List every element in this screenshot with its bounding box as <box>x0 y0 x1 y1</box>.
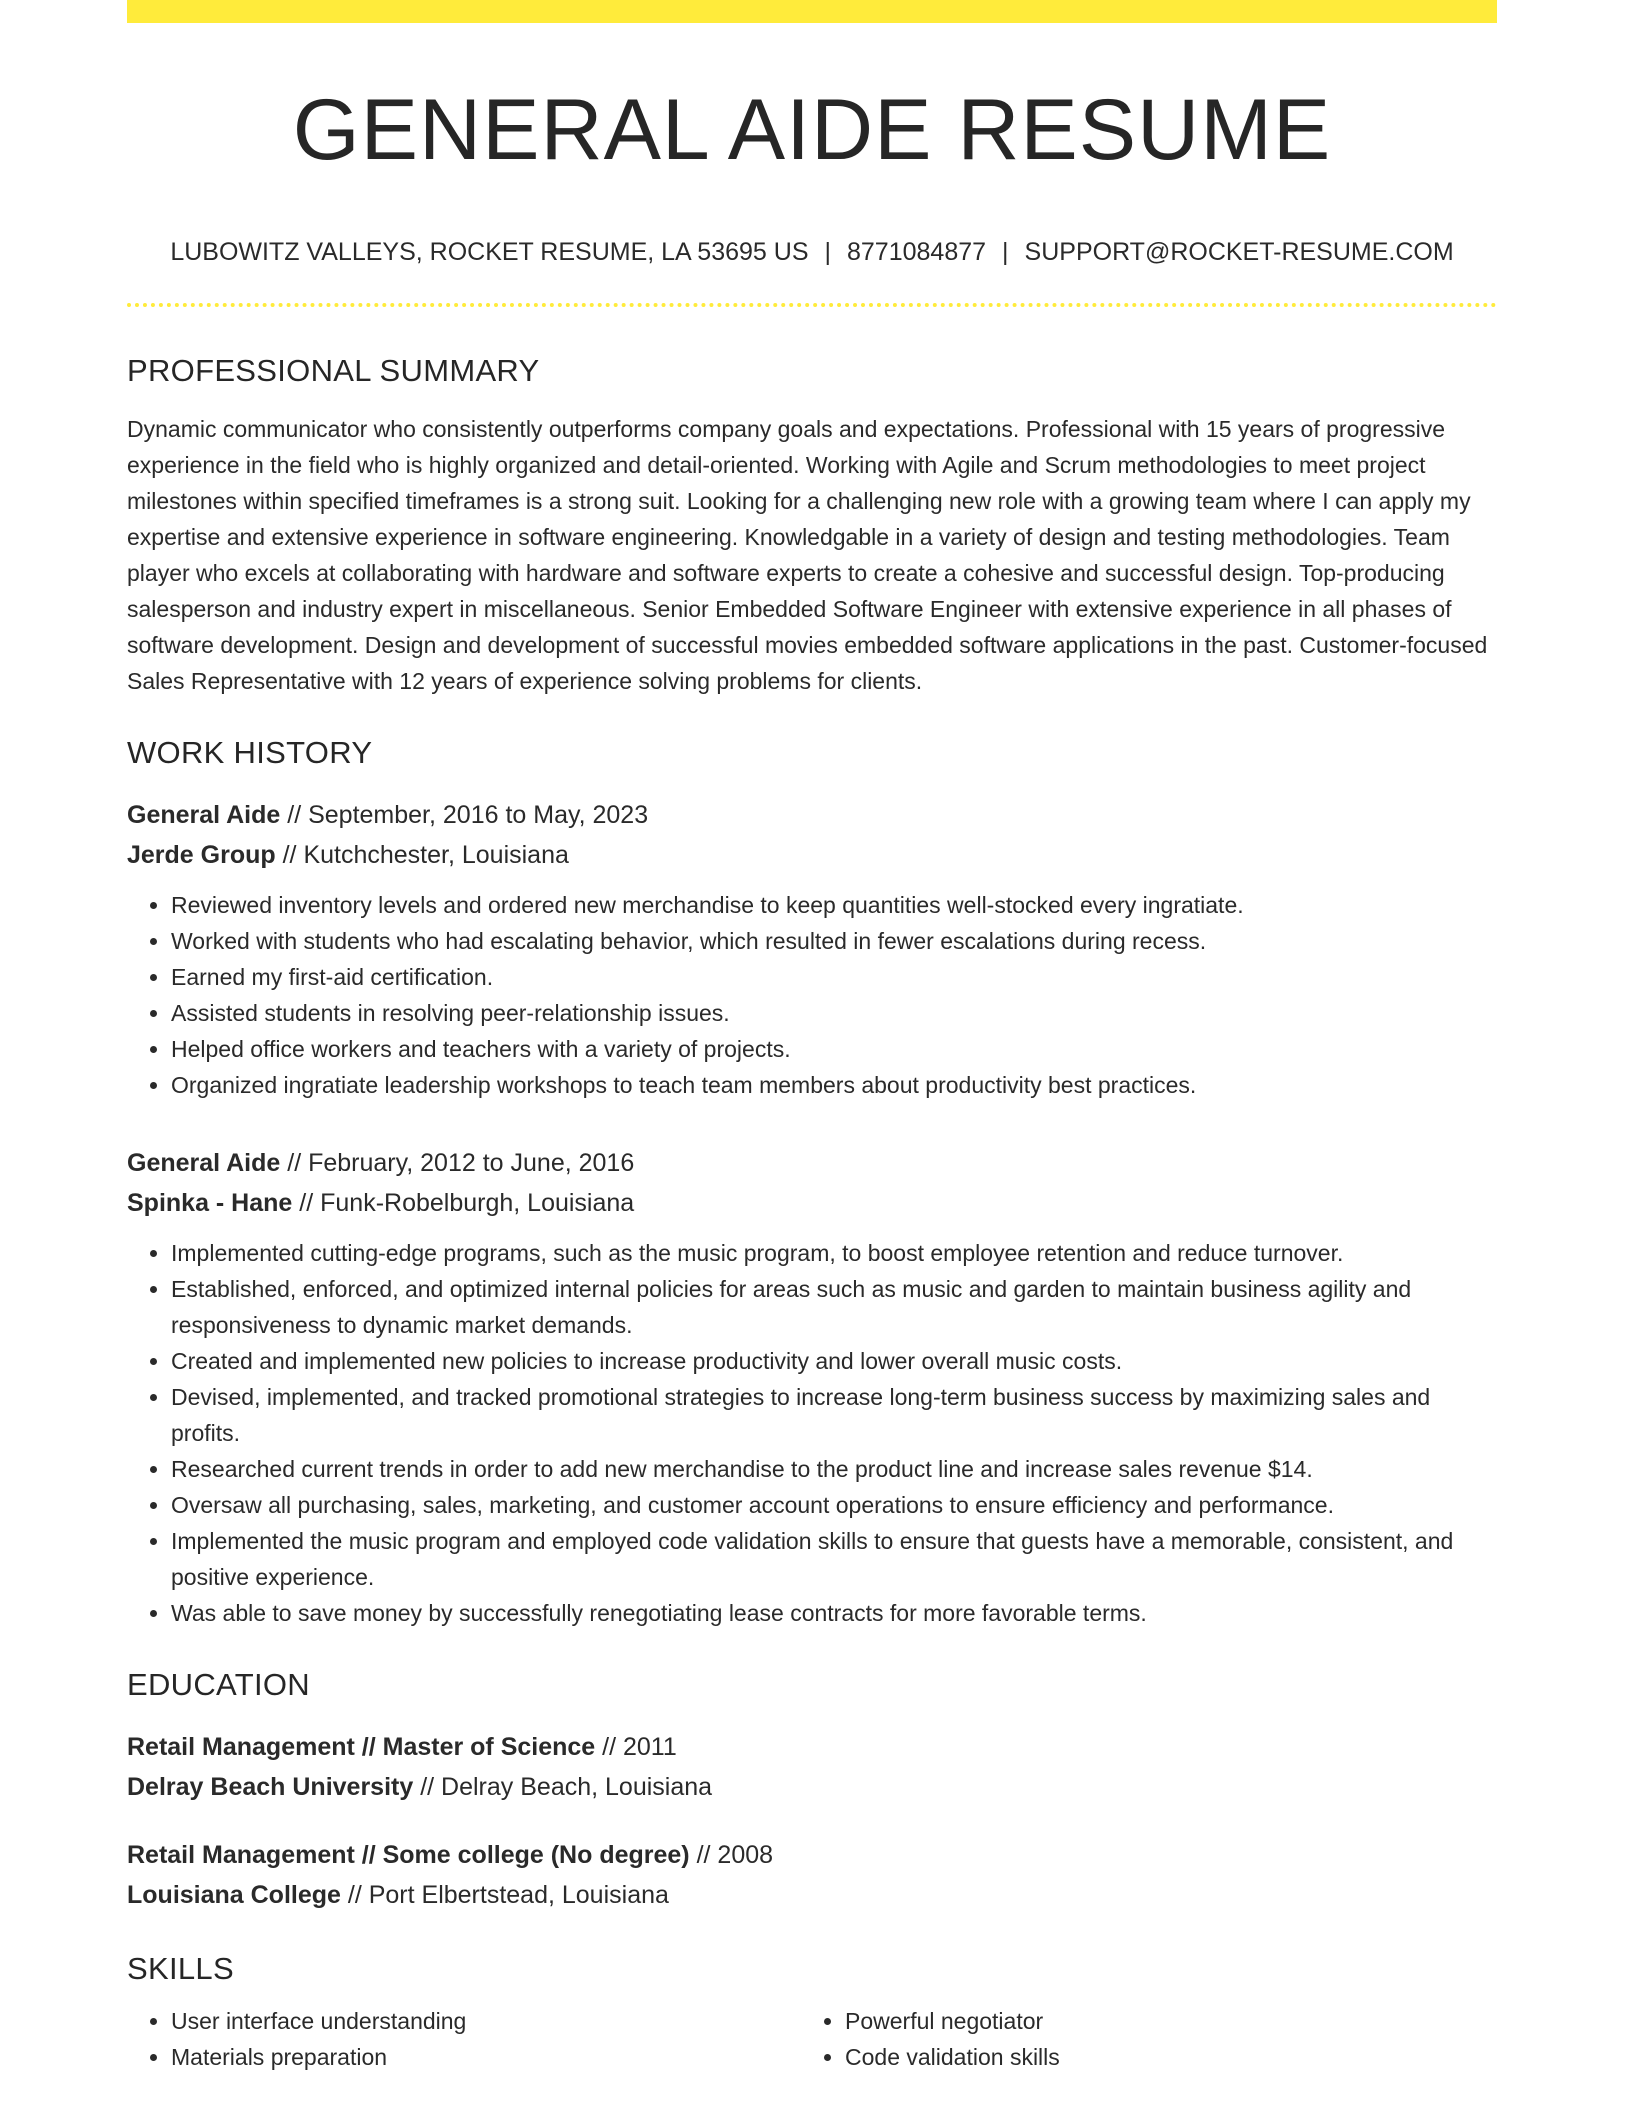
job-bullet: • Organized ingratiate leadership workshops to teach team members about productivity best practices. <box>171 1067 1497 1103</box>
contact-line <box>127 238 1497 267</box>
education-year: // 2011 <box>595 1732 677 1761</box>
education-heading: EDUCATION <box>127 1666 310 1702</box>
job-company: Jerde Group <box>127 840 276 869</box>
job-bullet: • Established, enforced, and optimized internal policies for areas such as music and garden to maintain business agility and responsiveness to dynamic market demands. <box>171 1271 1497 1343</box>
job-location: // Kutchchester, Louisiana <box>275 840 569 869</box>
summary-heading: PROFESSIONAL SUMMARY <box>127 352 540 388</box>
skill-item: • Code validation skills <box>845 2039 1475 2075</box>
job-bullets <box>127 1235 1497 1631</box>
job-title-line <box>127 1143 1497 1183</box>
contact-email[interactable]: SUPPORT@ROCKET-RESUME.COM <box>1024 237 1454 266</box>
skill-item: • Powerful negotiator <box>845 2003 1475 2039</box>
resume-title: GENERAL AIDE RESUME <box>292 82 1332 178</box>
job-title: General Aide <box>127 1148 281 1177</box>
education-degree-line <box>127 1835 1497 1875</box>
education-school-line <box>127 1875 1497 1915</box>
job-bullet: • Devised, implemented, and tracked promotional strategies to increase long-term business success by maximizing sales and profits. <box>171 1379 1497 1451</box>
job-entry <box>127 795 1497 1103</box>
job-company-line <box>127 1183 1497 1223</box>
job-dates: // February, 2012 to June, 2016 <box>280 1148 635 1177</box>
job-bullet: • Researched current trends in order to add new merchandise to the product line and increase sales revenue $14. <box>171 1451 1497 1487</box>
skill-item: • User interface understanding <box>171 2003 801 2039</box>
job-bullet: • Implemented cutting-edge programs, such as the music program, to boost employee retention and reduce turnover. <box>171 1235 1497 1271</box>
job-title-line <box>127 795 1497 835</box>
job-bullet: • Earned my first-aid certification. <box>171 959 1497 995</box>
education-school-line <box>127 1767 1497 1807</box>
education-school: Delray Beach University <box>127 1772 414 1801</box>
job-bullets <box>127 887 1497 1103</box>
skills-heading: SKILLS <box>127 1950 234 1986</box>
job-bullet: • Reviewed inventory levels and ordered new merchandise to keep quantities well-stocked every ingratiate. <box>171 887 1497 923</box>
job-bullet: • Assisted students in resolving peer-relationship issues. <box>171 995 1497 1031</box>
education-entry <box>127 1727 1497 1807</box>
job-entry <box>127 1143 1497 1631</box>
job-bullet: • Was able to save money by successfully renegotiating lease contracts for more favorable terms. <box>171 1595 1497 1631</box>
education-degree: Retail Management // Master of Science <box>127 1732 596 1761</box>
contact-address: LUBOWITZ VALLEYS, ROCKET RESUME, LA 53695 US <box>170 237 809 266</box>
skills-column-left <box>127 2003 801 2075</box>
contact-phone: 8771084877 <box>847 237 987 266</box>
education-location: // Delray Beach, Louisiana <box>413 1772 713 1801</box>
job-bullet: • Implemented the music program and employed code validation skills to ensure that guests have a memorable, consistent, and positive experience. <box>171 1523 1497 1595</box>
resume-page <box>127 0 1497 2075</box>
job-bullet: • Worked with students who had escalating behavior, which resulted in fewer escalations during recess. <box>171 923 1497 959</box>
job-location: // Funk-Robelburgh, Louisiana <box>292 1188 635 1217</box>
skills-list <box>127 2003 1497 2075</box>
accent-top-bar <box>127 0 1497 23</box>
work-history-heading: WORK HISTORY <box>127 734 373 770</box>
job-company: Spinka - Hane <box>127 1188 293 1217</box>
skills-column-right <box>801 2003 1475 2075</box>
skill-item: • Materials preparation <box>171 2039 801 2075</box>
contact-separator: | <box>824 237 831 266</box>
education-degree-line <box>127 1727 1497 1767</box>
job-dates: // September, 2016 to May, 2023 <box>280 800 649 829</box>
dotted-divider <box>127 303 1497 307</box>
education-entry <box>127 1835 1497 1915</box>
summary-text: Dynamic communicator who consistently outperforms company goals and expectations. Professional with 15 years of progressive experience in the field who is highly organized and detail-oriented. Working with Agile and Scrum methodologies to meet project milestones within specified timeframes is a strong suit. Looking for a challenging new role with a growing team where I can apply my expertise and extensive experience in software engineering. Knowledgable in a variety of design and testing methodologies. Team player who excels at collaborating with hardware and software experts to create a cohesive and successful design. Top-producing salesperson and industry expert in miscellaneous. Senior Embedded Software Engineer with extensive experience in all phases of software development. Design and development of successful movies embedded software applications in the past. Customer-focused Sales Representative with 12 years of experience solving problems for clients. <box>127 415 1488 694</box>
job-title: General Aide <box>127 800 281 829</box>
education-degree: Retail Management // Some college (No degree) <box>127 1840 690 1869</box>
job-bullet: • Helped office workers and teachers with a variety of projects. <box>171 1031 1497 1067</box>
job-company-line <box>127 835 1497 875</box>
education-year: // 2008 <box>689 1840 774 1869</box>
job-bullet: • Oversaw all purchasing, sales, marketing, and customer account operations to ensure efficiency and performance. <box>171 1487 1497 1523</box>
education-location: // Port Elbertstead, Louisiana <box>340 1880 669 1909</box>
job-bullet: • Created and implemented new policies to increase productivity and lower overall music costs. <box>171 1343 1497 1379</box>
education-school: Louisiana College <box>127 1880 341 1909</box>
contact-separator: | <box>1002 237 1009 266</box>
